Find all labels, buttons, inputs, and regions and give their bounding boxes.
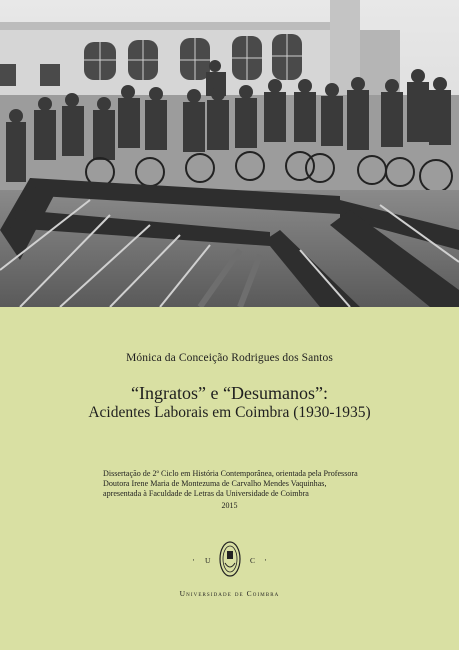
- cover-photo-image: [0, 0, 459, 307]
- seal-dot-left: ·: [192, 555, 195, 565]
- thesis-subtitle: Acidentes Laborais em Coimbra (1930-1935): [88, 404, 371, 421]
- seal-letter-u: U: [205, 556, 211, 565]
- year: 2015: [221, 501, 238, 510]
- university-name: Universidade de Coimbra: [179, 589, 280, 598]
- seal-dot-right: ·: [264, 555, 267, 565]
- dissertation-description: Dissertação de 2º Ciclo em História Contemporânea, orientada pela Professora Doutora Irene Maria de Montezuma de Carvalho Mendes Vaquinhas, apresentada à Faculdade de Letras da Universidade de Coimbra: [103, 469, 358, 499]
- university-seal-row: [0, 541, 459, 581]
- thesis-title: “Ingratos” e “Desumanos”:: [131, 383, 328, 403]
- seal-letter-c: C: [250, 556, 256, 565]
- cover-photo: [0, 0, 459, 307]
- author-name: Mónica da Conceição Rodrigues dos Santos: [126, 352, 333, 364]
- university-seal-icon: [219, 541, 241, 582]
